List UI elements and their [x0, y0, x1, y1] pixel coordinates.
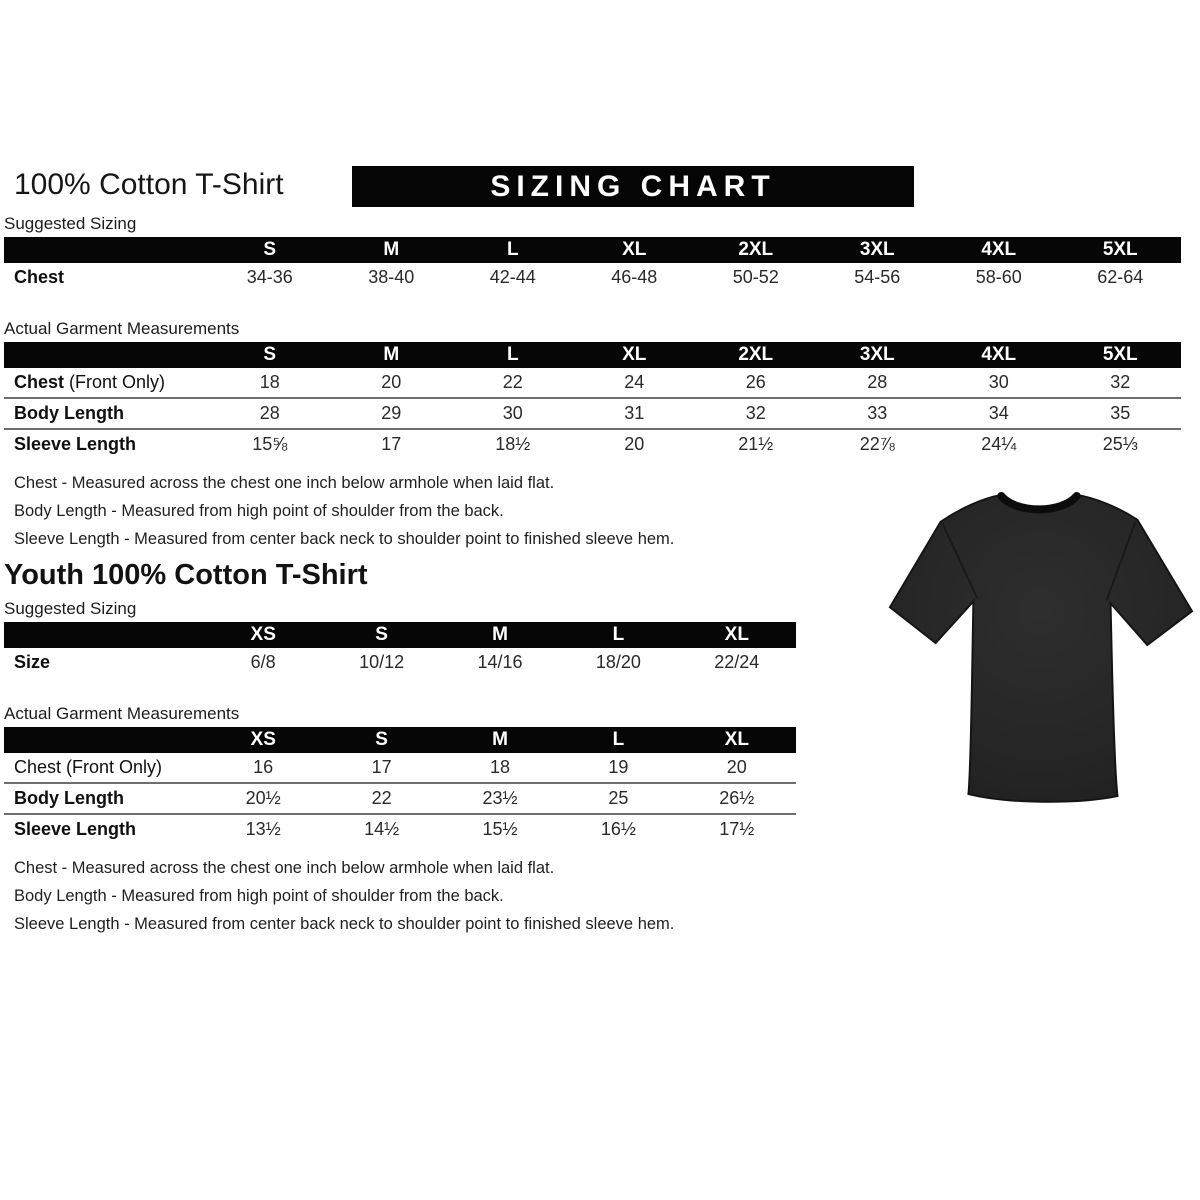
- column-header-m: M: [492, 624, 508, 645]
- sizing-chart-banner: [352, 166, 914, 207]
- value-cell: 30: [988, 372, 1009, 392]
- table-row: [4, 263, 1181, 292]
- column-header-m: M: [492, 729, 508, 750]
- header-corner-cell: [4, 622, 204, 648]
- value-cell: 29: [381, 403, 402, 423]
- value-cell: 20: [381, 372, 402, 392]
- row-label: Chest (Front Only): [14, 757, 163, 777]
- value-cell: 24¼: [981, 434, 1017, 454]
- table-row: [4, 648, 796, 677]
- value-cell: 26: [745, 372, 766, 392]
- column-header-4xl: 4XL: [981, 344, 1017, 365]
- table-header-row: [4, 237, 1181, 263]
- value-cell: 24: [624, 372, 645, 392]
- document-header: [4, 166, 1184, 207]
- adult-garment-measurements-table: [4, 342, 1181, 459]
- header-corner-cell: [4, 342, 209, 368]
- value-cell: 42-44: [489, 267, 536, 287]
- row-label: Body Length: [14, 788, 124, 808]
- value-cell: 10/12: [359, 652, 405, 672]
- value-cell: 25: [608, 788, 629, 808]
- value-cell: 20½: [245, 788, 281, 808]
- value-cell: 14½: [364, 819, 400, 839]
- adult-garment-measurements-label: Actual Garment Measurements: [4, 319, 240, 338]
- column-header-xl: XL: [724, 624, 749, 645]
- table-header-row: [4, 342, 1181, 368]
- youth-suggested-sizing-table: [4, 622, 796, 677]
- youth-measurement-notes: [4, 854, 1200, 938]
- sizing-chart-banner-label: SIZING CHART: [490, 169, 776, 203]
- column-header-l: L: [612, 624, 625, 645]
- column-header-xl: XL: [724, 729, 749, 750]
- value-cell: 20: [726, 757, 747, 777]
- tshirt-collar-shape: [1001, 496, 1077, 509]
- value-cell: 34: [988, 403, 1009, 423]
- column-header-2xl: 2XL: [738, 344, 774, 365]
- value-cell: 26½: [719, 788, 755, 808]
- youth-suggested-sizing-label: Suggested Sizing: [4, 599, 137, 618]
- measurement-note: Chest - Measured across the chest one inch below armhole when laid flat.: [14, 474, 555, 492]
- row-label: Chest (Front Only): [14, 372, 166, 392]
- value-cell: 18½: [495, 434, 531, 454]
- column-header-xl: XL: [622, 239, 647, 260]
- value-cell: 25⅓: [1102, 434, 1138, 454]
- value-cell: 46-48: [611, 267, 658, 287]
- value-cell: 58-60: [975, 267, 1022, 287]
- value-cell: 13½: [245, 819, 281, 839]
- value-cell: 20: [624, 434, 645, 454]
- value-cell: 14/16: [477, 652, 523, 672]
- value-cell: 23½: [482, 788, 518, 808]
- header-corner-cell: [4, 727, 204, 753]
- value-cell: 22: [502, 372, 523, 392]
- column-header-l: L: [612, 729, 625, 750]
- table-row: [4, 753, 796, 782]
- value-cell: 34-36: [246, 267, 293, 287]
- value-cell: 22/24: [714, 652, 760, 672]
- column-header-s: S: [263, 239, 277, 260]
- adult-suggested-sizing-table: [4, 237, 1181, 292]
- youth-section-title: Youth 100% Cotton T-Shirt: [4, 559, 368, 591]
- measurement-note: Body Length - Measured from high point of shoulder from the back.: [14, 502, 504, 520]
- value-cell: 33: [867, 403, 888, 423]
- value-cell: 32: [1110, 372, 1131, 392]
- table-row: [4, 782, 796, 813]
- table-row: [4, 368, 1181, 397]
- tshirt-body-shape: [890, 495, 1192, 802]
- value-cell: 22: [371, 788, 392, 808]
- column-header-m: M: [383, 344, 400, 365]
- value-cell: 17: [371, 757, 392, 777]
- value-cell: 31: [624, 403, 645, 423]
- value-cell: 18: [259, 372, 280, 392]
- column-header-m: M: [383, 239, 400, 260]
- column-header-s: S: [263, 344, 277, 365]
- column-header-xl: XL: [622, 344, 647, 365]
- table-row: [4, 428, 1181, 459]
- value-cell: 18: [489, 757, 510, 777]
- value-cell: 50-52: [732, 267, 779, 287]
- value-cell: 17: [381, 434, 402, 454]
- column-header-3xl: 3XL: [859, 344, 895, 365]
- column-header-l: L: [506, 344, 519, 365]
- column-header-5xl: 5XL: [1102, 344, 1138, 365]
- value-cell: 21½: [738, 434, 774, 454]
- column-header-4xl: 4XL: [981, 239, 1017, 260]
- youth-garment-measurements-table: [4, 727, 796, 844]
- column-header-xs: XS: [250, 729, 276, 750]
- row-label: Size: [14, 652, 51, 672]
- page-title: 100% Cotton T-Shirt: [14, 168, 284, 201]
- measurement-note: Body Length - Measured from high point of shoulder from the back.: [14, 887, 504, 905]
- row-label: Body Length: [14, 403, 124, 423]
- value-cell: 6/8: [250, 652, 276, 672]
- measurement-note: Sleeve Length - Measured from center back neck to shoulder point to finished sleeve hem.: [14, 530, 675, 548]
- value-cell: 16: [253, 757, 274, 777]
- row-label: Sleeve Length: [14, 819, 137, 839]
- value-cell: 18/20: [595, 652, 641, 672]
- value-cell: 35: [1110, 403, 1131, 423]
- tshirt-graphic: [880, 464, 1198, 829]
- column-header-s: S: [375, 729, 388, 750]
- table-header-row: [4, 622, 796, 648]
- column-header-l: L: [506, 239, 519, 260]
- value-cell: 15⅝: [252, 434, 288, 454]
- black-tshirt-image: [880, 464, 1198, 829]
- column-header-5xl: 5XL: [1102, 239, 1138, 260]
- measurement-note: Sleeve Length - Measured from center back neck to shoulder point to finished sleeve hem.: [14, 915, 675, 933]
- value-cell: 38-40: [368, 267, 415, 287]
- row-label: Chest: [14, 267, 65, 287]
- column-header-3xl: 3XL: [859, 239, 895, 260]
- youth-garment-measurements-label: Actual Garment Measurements: [4, 704, 240, 723]
- table-row: [4, 397, 1181, 428]
- row-label: Sleeve Length: [14, 434, 137, 454]
- value-cell: 22⅞: [859, 434, 895, 454]
- value-cell: 19: [608, 757, 629, 777]
- value-cell: 30: [502, 403, 523, 423]
- value-cell: 54-56: [854, 267, 901, 287]
- adult-suggested-sizing-label: Suggested Sizing: [4, 214, 137, 233]
- value-cell: 17½: [719, 819, 755, 839]
- value-cell: 28: [259, 403, 280, 423]
- column-header-xs: XS: [250, 624, 276, 645]
- value-cell: 16½: [600, 819, 636, 839]
- header-corner-cell: [4, 237, 209, 263]
- table-header-row: [4, 727, 796, 753]
- value-cell: 28: [867, 372, 888, 392]
- column-header-2xl: 2XL: [738, 239, 774, 260]
- table-row: [4, 813, 796, 844]
- value-cell: 62-64: [1097, 267, 1144, 287]
- value-cell: 15½: [482, 819, 518, 839]
- value-cell: 32: [745, 403, 766, 423]
- measurement-note: Chest - Measured across the chest one inch below armhole when laid flat.: [14, 859, 555, 877]
- column-header-s: S: [375, 624, 388, 645]
